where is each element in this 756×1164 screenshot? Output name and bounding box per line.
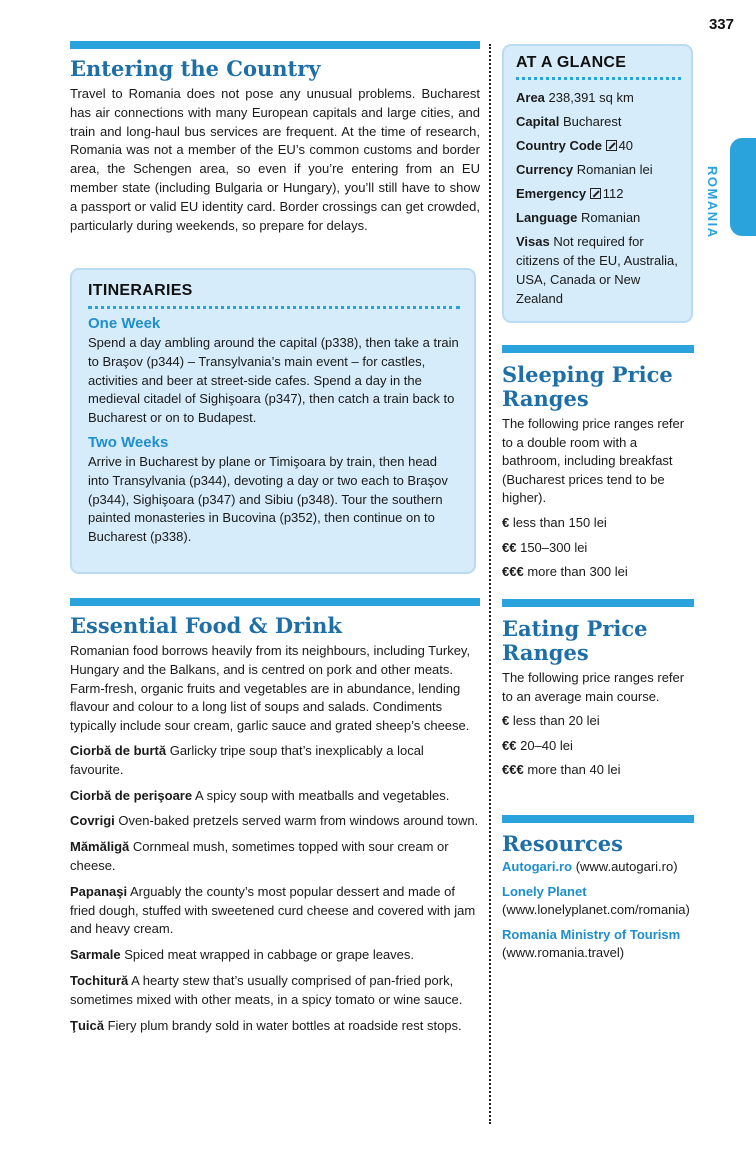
glance-value: 40 xyxy=(618,138,634,153)
side-tab xyxy=(730,138,756,236)
glance-area xyxy=(516,88,681,107)
food-item xyxy=(70,742,480,780)
glance-value: 238,391 sq km xyxy=(548,90,634,105)
price-symbol: €€€ xyxy=(502,762,524,778)
resources-section xyxy=(502,815,694,963)
food-item-desc: A spicy soup with meatballs and vegetables. xyxy=(195,787,450,803)
food-item-desc: Cornmeal mush, sometimes topped with sour cream or cheese. xyxy=(70,839,449,873)
glance-emergency xyxy=(516,184,681,203)
glance-language xyxy=(516,208,681,227)
price-range xyxy=(502,737,694,756)
glance-label: Area xyxy=(516,90,545,105)
glance-capital xyxy=(516,112,681,131)
glance-label: Language xyxy=(516,210,578,225)
price-text: 20–40 lei xyxy=(520,737,573,753)
glance-value: 112 xyxy=(602,186,624,201)
food-item-name: Sarmale xyxy=(70,947,121,963)
resources-title: Resources xyxy=(502,831,623,856)
glance-currency xyxy=(516,160,681,179)
food-item xyxy=(70,1017,480,1036)
resource-link[interactable]: Romania Ministry of Tourism xyxy=(502,926,681,942)
price-range xyxy=(502,563,694,582)
price-text: less than 150 lei xyxy=(512,514,607,530)
phone-icon xyxy=(606,140,617,151)
sleeping-section xyxy=(502,345,694,582)
eating-section xyxy=(502,599,694,780)
dotted-rule xyxy=(88,306,460,309)
glance-label: Capital xyxy=(516,114,560,129)
glance-value: Romanian lei xyxy=(576,162,653,177)
at-a-glance-box xyxy=(502,44,693,323)
food-item-desc: A hearty stew that’s usually comprised of pan-fried pork, sometimes mixed with other meats, in a spicy tomato or wine sauce. xyxy=(70,972,463,1007)
resource-item xyxy=(502,883,694,920)
resource-url: (www.romania.travel) xyxy=(502,945,625,961)
food-item-name: Tochitură xyxy=(70,972,129,988)
food-item-name: Covrigi xyxy=(70,813,115,829)
food-intro: Romanian food borrows heavily from its neighbours, including Turkey, Hungary and the Balkans, and is centred on pork and other meats. Farm-fresh, organic fruits and vegetables are in abundance, lending flavour and colour to a long list of soups and salads. Condiments typically include sour cream, garlic sauce and grated sheep’s cheese. xyxy=(70,643,471,734)
section-rule xyxy=(502,345,694,353)
resource-item xyxy=(502,926,694,963)
section-rule xyxy=(502,599,694,607)
two-weeks-title: Two Weeks xyxy=(88,433,169,451)
price-symbol: €€ xyxy=(502,539,517,555)
glance-title: AT A GLANCE xyxy=(516,54,627,71)
column-divider xyxy=(489,44,491,1124)
itineraries-title: ITINERARIES xyxy=(88,282,193,299)
food-item-name: Ciorbă de burtă xyxy=(70,742,167,758)
food-item-name: Ţuică xyxy=(70,1017,104,1033)
price-text: less than 20 lei xyxy=(512,713,600,729)
food-item-desc: Fiery plum brandy sold in water bottles at roadside rest stops. xyxy=(107,1017,462,1033)
section-rule xyxy=(70,598,480,606)
food-item-name: Mămăligă xyxy=(70,839,130,855)
price-text: more than 300 lei xyxy=(527,564,628,580)
resource-link[interactable]: Lonely Planet xyxy=(502,883,587,899)
entering-section xyxy=(70,41,480,235)
food-item xyxy=(70,972,480,1010)
glance-value: Not required for citizens of the EU, Australia, USA, Canada or New Zealand xyxy=(516,234,678,306)
price-text: more than 40 lei xyxy=(527,762,621,778)
price-symbol: € xyxy=(502,713,510,729)
price-range xyxy=(502,761,694,780)
price-text: 150–300 lei xyxy=(520,539,588,555)
resource-url: (www.lonelyplanet.com/romania) xyxy=(502,902,690,918)
food-item-desc: Spiced meat wrapped in cabbage or grape leaves. xyxy=(124,947,415,963)
food-section xyxy=(70,598,480,1042)
itineraries-box xyxy=(70,268,476,574)
page-number: 337 xyxy=(708,16,734,33)
food-item xyxy=(70,787,480,806)
sleeping-title: Sleeping Price Ranges xyxy=(502,362,673,411)
resource-link[interactable]: Autogari.ro xyxy=(502,859,573,874)
price-range xyxy=(502,712,694,731)
glance-value: Bucharest xyxy=(562,114,622,129)
food-item-desc: Oven-baked pretzels served warm from windows around town. xyxy=(118,813,479,829)
food-item xyxy=(70,812,480,831)
price-symbol: € xyxy=(502,514,510,530)
one-week-title: One Week xyxy=(88,315,161,332)
food-item xyxy=(70,838,480,876)
price-symbol: €€€ xyxy=(502,564,524,580)
price-range xyxy=(502,539,694,558)
glance-label: Emergency xyxy=(516,186,587,201)
resource-url: (www.autogari.ro) xyxy=(575,859,678,874)
glance-label: Country Code xyxy=(516,138,602,153)
food-item xyxy=(70,946,480,965)
price-range xyxy=(502,514,694,533)
two-weeks-text: Arrive in Bucharest by plane or Timişoara by train, then head into Transylvania (p344), devoting a day or two each to Braşov (p344), Sighişoara (p347) and Sibiu (p348). Tour the southern painted monasteries in Bucovina (p352), then continue on to Bucharest (p338). xyxy=(88,453,448,545)
eating-intro: The following price ranges refer to an average main course. xyxy=(502,670,685,704)
food-item-desc: Arguably the county’s most popular dessert and made of fried dough, stuffed with sweetened curd cheese and covered with jam and heavy cream. xyxy=(70,883,476,937)
section-rule xyxy=(502,815,694,823)
food-item-name: Ciorbă de perişoare xyxy=(70,787,193,803)
entering-title: Entering the Country xyxy=(70,56,321,81)
eating-title: Eating Price Ranges xyxy=(502,616,648,665)
one-week-text: Spend a day ambling around the capital (p338), then take a train to Braşov (p344) – Transylvania’s main event – for castles, activities and beer at street-side cafes. Spend a day in the medieval citadel of Sighişoara (p347), then catch a train back to Bucharest or on to Budapest. xyxy=(88,335,459,426)
sleeping-intro: The following price ranges refer to a double room with a bathroom, including breakfast (Bucharest prices tend to be higher). xyxy=(502,416,685,506)
dotted-rule xyxy=(516,77,681,80)
glance-country-code xyxy=(516,136,681,155)
phone-icon xyxy=(590,188,601,199)
side-label: ROMANIA xyxy=(705,166,720,239)
food-item-desc: Garlicky tripe soup that’s inexplicably a local favourite. xyxy=(70,742,424,777)
glance-label: Visas xyxy=(516,234,550,249)
section-rule xyxy=(70,41,480,49)
glance-label: Currency xyxy=(516,162,574,177)
glance-visas xyxy=(516,232,681,308)
food-item xyxy=(70,883,480,939)
price-symbol: €€ xyxy=(502,737,517,753)
food-item-name: Papanaşi xyxy=(70,883,128,899)
food-title: Essential Food & Drink xyxy=(70,613,342,638)
glance-value: Romanian xyxy=(581,210,641,225)
entering-text: Travel to Romania does not pose any unusual problems. Bucharest has air connections with many European capitals and large cities, and train and long-haul bus services are frequent. At the time of research, Romania was not a member of the EU’s common customs and border area, the Schengen area, so even if you’re entering from an EU member state (including Bulgaria or Hungary), you’ll still have to show a passport or valid EU identity card. Border crossings can get crowded, particularly during weekends, so prepare for delays. xyxy=(70,86,480,233)
resource-item xyxy=(502,858,694,877)
